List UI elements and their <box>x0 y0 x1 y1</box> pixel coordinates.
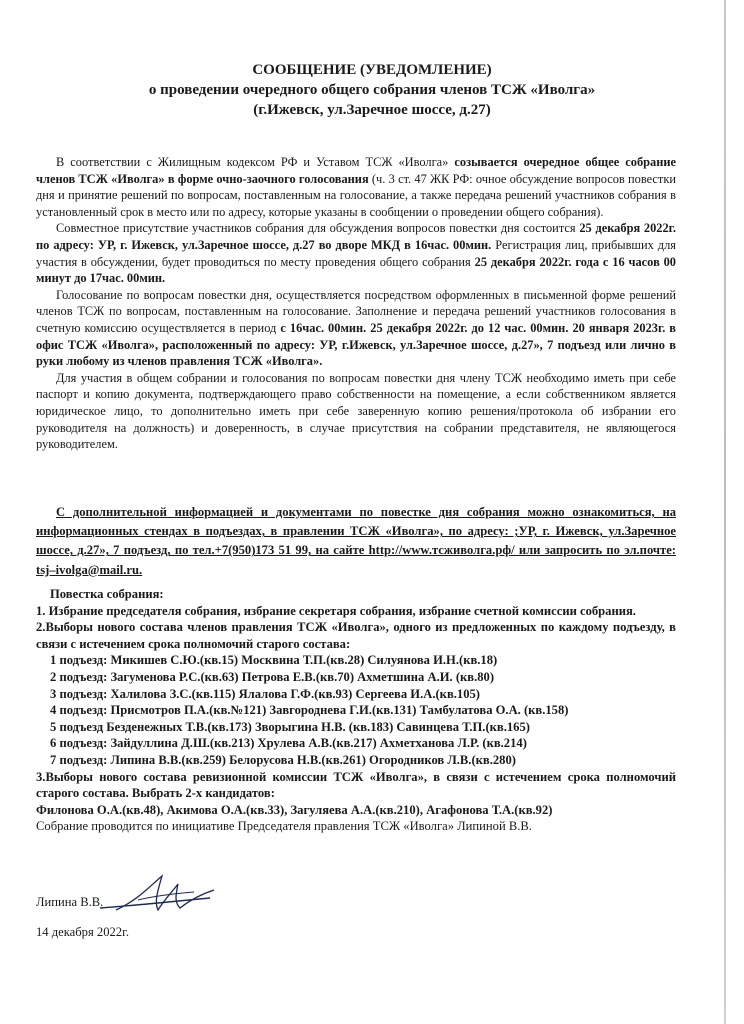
signature-line <box>36 895 103 910</box>
p1-text: В соответствии с Жилищным кодексом РФ и Уставом ТСЖ «Иволга» <box>56 155 455 169</box>
paragraph-meeting-time <box>36 220 676 286</box>
p4-text: Для участия в общем собрании и голосования по вопросам повестки дня члену ТСЖ необходимо иметь при себе паспорт и копию документа, подтверждающего право собственности на помещение, а если собственником является юридическое лицо, то дополнительно иметь при себе заверенную копию решения/протокола об избрании его руководителя на должность) и доверенность, в случае присутствия на собрании представителя, не являющегося руководителем. <box>36 370 676 452</box>
p2-bold: 25 декабря 2022г. по адресу: УР, г. Ижевск, ул.Заречное шоссе, д.27 во дворе МКД в 16час. 00мин. <box>36 221 677 252</box>
entrance-candidates: 5 подъезд Безденежных Т.В.(кв.173) Зворыгина Н.В. (кв.183) Савинцева Т.П.(кв.165) <box>50 719 530 734</box>
p1-text-2: (ч. 3 ст. 47 ЖК РФ: очное обсуждение вопросов повестки дня и принятие решений по вопросам, поставленным на голосование, а также передача решений участников собрания в установленный срок в место или по адресу, которые указаны в сообщении о проведении общего собрания). <box>36 171 676 219</box>
entrance-candidates: 3 подъезд: Халилова З.С.(кв.115) Ялалова Г.Ф.(кв.93) Сергеева И.А.(кв.105) <box>50 686 480 701</box>
entrance-candidates: 6 подъезд: Зайдуллина Д.Ш.(кв.213) Хрулева А.В.(кв.217) Ахметханова Л.Р. (кв.214) <box>50 736 527 751</box>
agenda-item-1: 1. Избрание председателя собрания, избрание секретаря собрания, избрание счетной комиссии собрания. <box>36 603 636 618</box>
entrance-candidates: 1 подъезд: Микишев С.Ю.(кв.15) Москвина Т.П.(кв.28) Силуянова И.Н.(кв.18) <box>50 653 498 668</box>
p2-bold-2: 25 декабря 2022г. года с 16 часов 00 минут до 17час. 00мин. <box>36 254 677 286</box>
document-subtitle: о проведении очередного общего собрания членов ТСЖ «Иволга» <box>148 82 596 98</box>
signature-date: 14 декабря 2022г. <box>36 925 129 939</box>
entrance-candidates: 4 подъезд: Присмотров П.А.(кв.№121) Завгороднева Г.И.(кв.131) Тамбулатова О.А. (кв.158) <box>50 703 569 718</box>
entrance-candidates: 2 подъезд: Загуменова Р.С.(кв.63) Петрова Е.В.(кв.70) Ахметшина А.И. (кв.80) <box>50 669 495 684</box>
entrance-candidates: 7 подъезд: Липина В.В.(кв.259) Белорусова Н.В.(кв.261) Огородников Л.В.(кв.280) <box>50 752 516 767</box>
paragraph-requirements <box>36 370 676 453</box>
p3-text: Голосование по вопросам повестки дня, осуществляется посредством оформленных в письменной форме решений членов ТСЖ по вопросам, поставленным на голосование. Заполнение и передача решений участников голосования в счетную комиссию осуществляется в период <box>36 287 676 335</box>
p2-text: Совместное присутствие участников собрания для обсуждения вопросов повестки дня состоится <box>56 221 580 236</box>
agenda-item-2: 2.Выборы нового состава членов правления ТСЖ «Иволга», одного из предложенных по каждому подъезду, в связи с истечением срока полномочий старого состава: <box>36 620 676 651</box>
signer-name: Липина В.В. <box>36 895 104 909</box>
paragraph-voting <box>36 287 676 370</box>
document-header <box>0 60 744 120</box>
agenda-item-3: 3.Выборы нового состава ревизионной комиссии ТСЖ «Иволга», в связи с истечением срока полномочий старого состава. Выбрать 2-х кандидатов: <box>36 769 676 801</box>
agenda-heading: Повестка собрания: <box>50 587 164 601</box>
document-address: (г.Ижевск, ул.Заречное шоссе, д.27) <box>253 102 491 118</box>
handwritten-signature <box>98 870 218 920</box>
audit-candidates: Филонова О.А.(кв.48), Акимова О.А.(кв.33), Загуляева А.А.(кв.210), Агафонова Т.А.(кв.92) <box>36 802 553 817</box>
initiative-note: Собрание проводится по инициативе Председателя правления ТСЖ «Иволга» Липиной В.В. <box>36 819 532 834</box>
notice-body <box>36 154 676 453</box>
p3-bold: с 16час. 00мин. 25 декабря 2022г. до 12 час. 00мин. 20 января 2023г. в офис ТСЖ «Иволга», расположенный по адресу: УР, г.Ижевск, ул.Заречное шоссе, д.27», 7 подъезд или лично в руки любому из членов правления ТСЖ «Иволга». <box>36 320 677 369</box>
p2-text-2: Регистрация лиц, прибывших для участия в обсуждении, будет проводиться по месту проведения общего собрания <box>36 237 676 269</box>
p1-bold: созывается очередное общее собрание членов ТСЖ «Иволга» в форме очно-заочного голосования <box>36 155 677 186</box>
additional-info: С дополнительной информацией и документами по повестке дня собрания можно ознакомиться, на информационных стендах в подъездах, в правлении ТСЖ «Иволга», по адресу: ;УР, г. Ижевск, ул.Заречное шоссе, д.27», 7 подъезд, по тел.+7(950)173 51 99, на сайте http://www.тсживолга.рф/ или запросить по эл.почте: tsj–ivolga@mail.ru. <box>36 505 676 577</box>
document-title: СООБЩЕНИЕ (УВЕДОМЛЕНИЕ) <box>252 62 492 78</box>
scan-edge-line <box>724 0 726 1024</box>
paragraph-legal-basis <box>36 154 676 220</box>
agenda-section <box>36 586 676 835</box>
